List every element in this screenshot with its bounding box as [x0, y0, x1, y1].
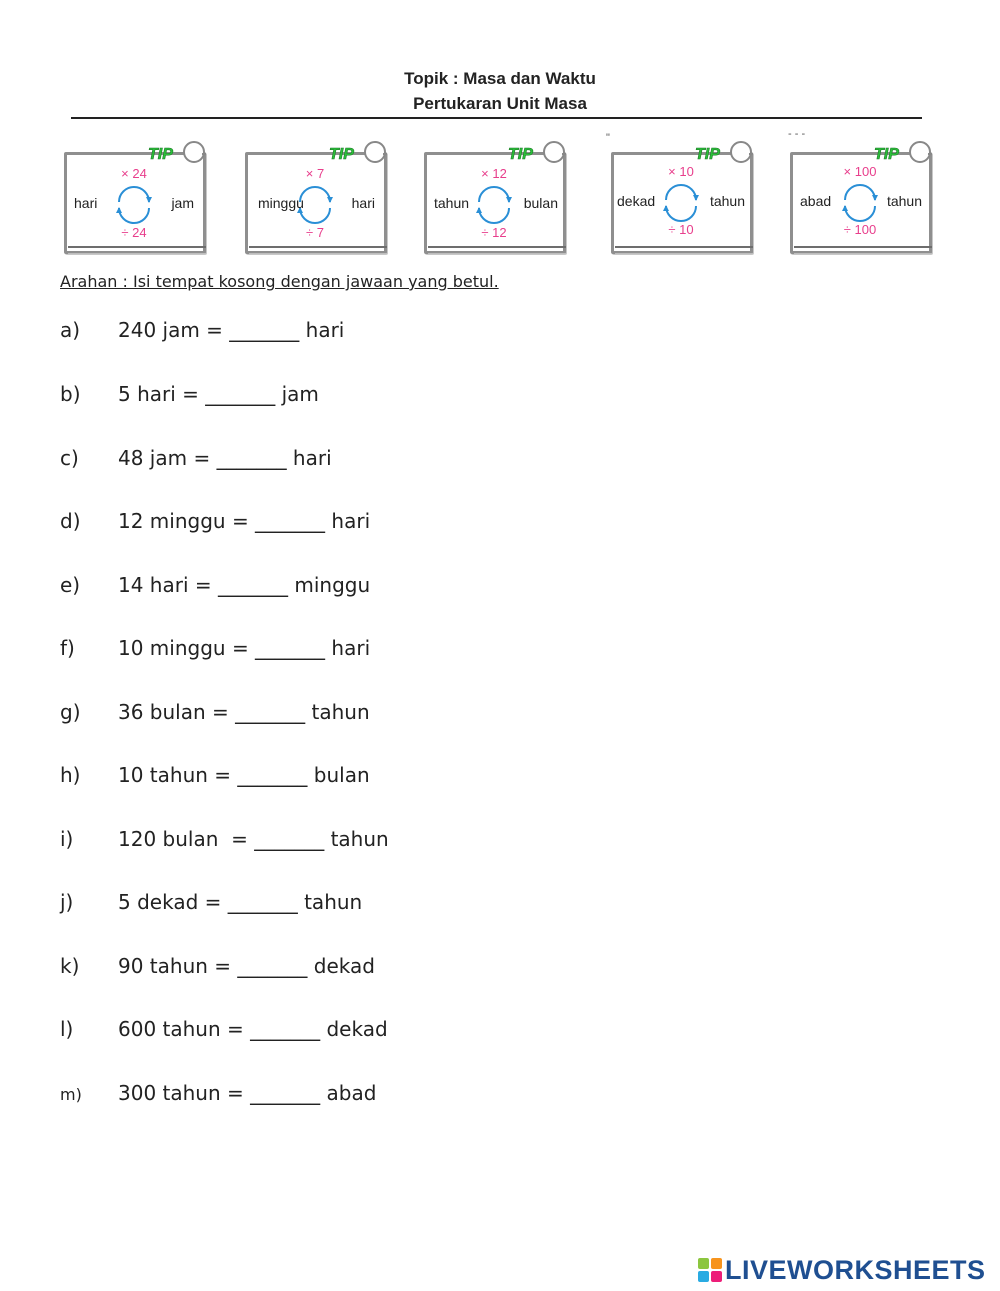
unit-right: bulan: [523, 195, 558, 211]
tip-badge-text: TIP: [329, 146, 354, 163]
question-text[interactable]: 5 hari = _______ jam: [118, 382, 319, 406]
question-label: c): [60, 446, 79, 470]
worksheet-header: [0, 66, 1000, 116]
divide-factor: ÷ 10: [668, 222, 694, 237]
question-text[interactable]: 600 tahun = _______ dekad: [118, 1017, 388, 1041]
tip-badge-text: TIP: [148, 146, 173, 163]
question-label: i): [60, 827, 74, 851]
tip-badge-text: TIP: [508, 146, 533, 163]
conversion-arrows-icon: [663, 180, 699, 226]
instruction-text: Arahan : Isi tempat kosong dengan jawaan yang betul.: [60, 272, 499, 291]
question-text[interactable]: 5 dekad = _______ tahun: [118, 890, 363, 914]
conversion-arrows-icon: [476, 182, 512, 228]
tip-board-base: [794, 246, 932, 254]
unit-right: tahun: [886, 193, 922, 209]
tip-badge-text: TIP: [695, 146, 720, 163]
question-label: l): [60, 1017, 74, 1041]
question-text[interactable]: 36 bulan = _______ tahun: [118, 700, 370, 724]
question-text[interactable]: 240 jam = _______ hari: [118, 318, 345, 342]
question-label: b): [60, 382, 81, 406]
question-text[interactable]: 48 jam = _______ hari: [118, 446, 332, 470]
divide-factor: ÷ 24: [121, 225, 147, 240]
multiply-factor: × 10: [668, 164, 694, 179]
tip-card-dekad-tahun: [611, 140, 751, 252]
question-label: f): [60, 636, 75, 660]
unit-left: abad: [800, 193, 832, 209]
question-label: d): [60, 509, 81, 533]
tip-badge-icon: [868, 140, 932, 166]
question-label: k): [60, 954, 80, 978]
worksheet-subtitle: Pertukaran Unit Masa: [413, 94, 587, 113]
divide-factor: ÷ 100: [843, 222, 877, 237]
multiply-factor: × 7: [305, 166, 325, 181]
question-label: g): [60, 700, 81, 724]
multiply-factor: × 12: [481, 166, 507, 181]
tip-card-hari-jam: [64, 140, 204, 252]
tip-card-abad-tahun: [790, 140, 930, 252]
stray-mark: ": [606, 132, 610, 144]
unit-left: minggu: [258, 195, 304, 211]
tip-board-base: [615, 246, 753, 254]
unit-right: jam: [171, 195, 194, 211]
unit-left: hari: [74, 195, 98, 211]
multiply-factor: × 24: [121, 166, 147, 181]
logo-text: LIVEWORKSHEETS: [725, 1254, 986, 1285]
liveworksheets-mark-icon: [698, 1258, 722, 1282]
stray-mark: - - -: [788, 128, 806, 140]
divide-factor: ÷ 12: [481, 225, 507, 240]
tip-board-base: [68, 246, 206, 254]
question-text[interactable]: 300 tahun = _______ abad: [118, 1081, 377, 1105]
header-divider: [71, 117, 922, 119]
tip-badge-icon: [689, 140, 753, 166]
question-text[interactable]: 90 tahun = _______ dekad: [118, 954, 375, 978]
question-label: e): [60, 573, 81, 597]
conversion-arrows-icon: [116, 182, 152, 228]
unit-left: tahun: [434, 195, 470, 211]
multiply-factor: × 100: [843, 164, 877, 179]
unit-left: dekad: [617, 193, 656, 209]
conversion-arrows-icon: [842, 180, 878, 226]
tip-badge-text: TIP: [874, 146, 899, 163]
divide-factor: ÷ 7: [306, 225, 324, 240]
tip-card-minggu-hari: [245, 140, 385, 252]
question-text[interactable]: 10 minggu = _______ hari: [118, 636, 371, 660]
tip-badge-icon: [142, 140, 206, 166]
tip-board-base: [428, 246, 566, 254]
question-text[interactable]: 12 minggu = _______ hari: [118, 509, 371, 533]
worksheet-title: Topik : Masa dan Waktu: [404, 69, 596, 88]
tip-board-base: [249, 246, 387, 254]
tip-card-tahun-bulan: [424, 140, 564, 252]
question-label: j): [60, 890, 74, 914]
question-label: m): [60, 1085, 82, 1104]
tip-badge-icon: [323, 140, 387, 166]
unit-right: tahun: [709, 193, 745, 209]
question-text[interactable]: 120 bulan = _______ tahun: [118, 827, 389, 851]
question-text[interactable]: 14 hari = _______ minggu: [118, 573, 371, 597]
tip-badge-icon: [502, 140, 566, 166]
unit-right: hari: [351, 195, 375, 211]
question-text[interactable]: 10 tahun = _______ bulan: [118, 763, 370, 787]
liveworksheets-logo[interactable]: [698, 1254, 986, 1286]
question-label: h): [60, 763, 81, 787]
question-label: a): [60, 318, 81, 342]
